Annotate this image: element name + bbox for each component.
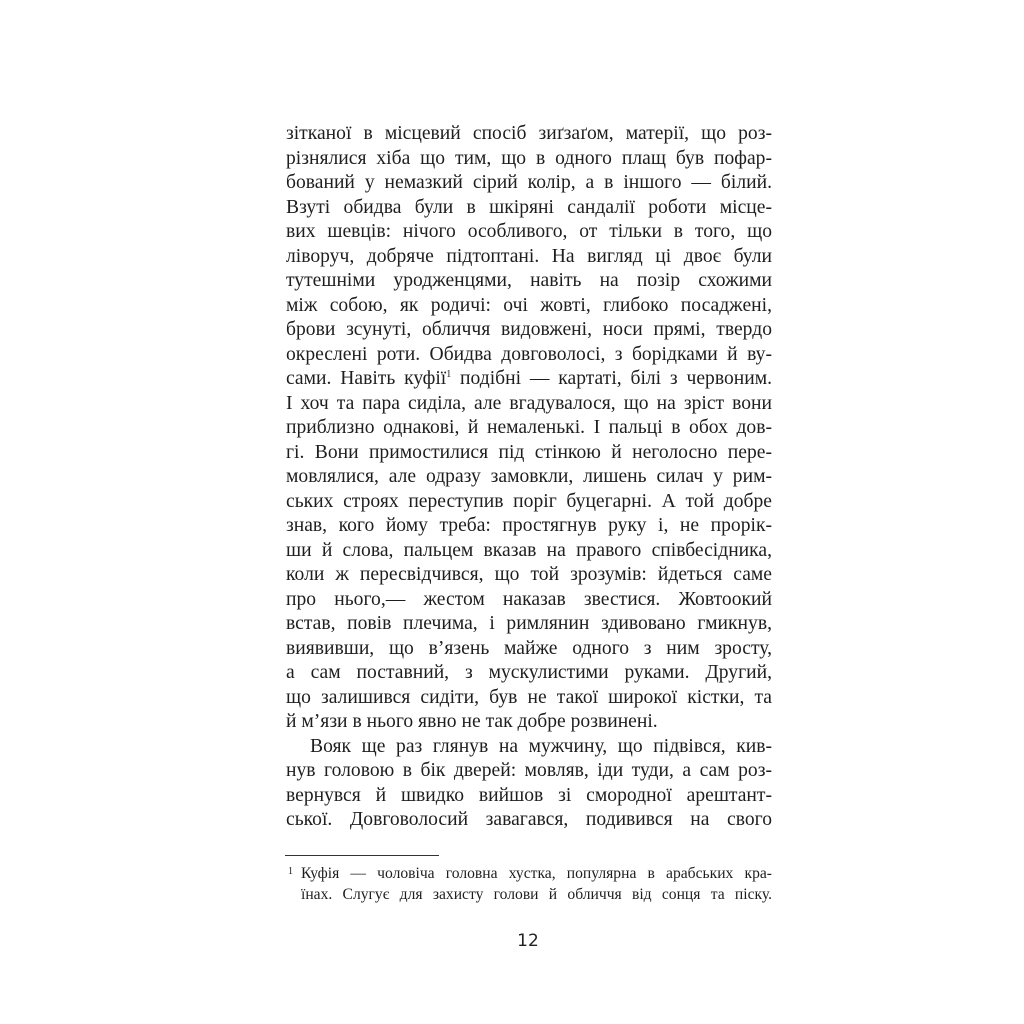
- text-line: брови зсунуті, обличчя видовжені, носи прямі, твердо: [286, 319, 772, 340]
- text-line-with-footnote-ref: [286, 367, 772, 392]
- footnote-line: Куфія — чоловіча головна хустка, популярна в арабських кра-: [301, 865, 772, 882]
- footnote-line: їнах. Слугує для захисту голови й обличчя від сонця та піску.: [301, 886, 772, 903]
- text-line: різнялися хіба що тим, що в одного плащ був пофар-: [286, 147, 772, 169]
- text-line: ліворуч, добряче підтоптані. На вигляд ці двоє були: [286, 245, 772, 267]
- footnote-mark: 1: [288, 866, 293, 877]
- text-line: вих шевців: нічого особливого, от тільки в того, що: [286, 221, 772, 242]
- body-text: [286, 122, 772, 833]
- text-line: ської. Довговолосий завагався, подивився на свого: [286, 809, 772, 830]
- text-line: мовлялися, але одразу замовкли, лишень силач у рим-: [286, 466, 772, 487]
- text-line: приблизно однакові, й немаленькі. І пальці в обох дов-: [286, 417, 772, 438]
- text-line: між собою, як родичі: очі жовті, глибоко посаджені,: [286, 294, 772, 316]
- text-segment: подібні — картаті, білі з червоним.: [451, 368, 773, 389]
- text-segment: сами. Навіть куфії: [286, 368, 447, 389]
- text-line: й м’язи в нього явно не так добре розвинені.: [286, 711, 658, 732]
- text-line: бований у немазкий сірий колір, а в іншого — білий.: [286, 172, 772, 193]
- page-number: 12: [517, 931, 539, 951]
- text-line: І хоч та пара сиділа, але вгадувалося, що на зріст вони: [286, 392, 772, 414]
- footnote: [286, 863, 772, 905]
- text-line: тутешніми уродженцями, навіть на позір схожими: [286, 270, 772, 291]
- text-line: гі. Вони примостилися під стінкою й неголосно пере-: [286, 441, 772, 463]
- footnote-reference[interactable]: 1: [446, 369, 452, 380]
- text-line: що залишився сидіти, був не такої широкої кістки, та: [286, 686, 772, 708]
- text-line: коли ж пересвідчився, що той зрозумів: йдеться саме: [286, 564, 772, 585]
- text-line: зітканої в місцевий спосіб зиґзаґом, матерії, що роз-: [286, 123, 772, 144]
- text-line: про нього,— жестом наказав звестися. Жовтоокий: [286, 588, 772, 610]
- text-line: вернувся й швидко вийшов зі смородної арештант-: [286, 784, 772, 806]
- text-line: ши й слова, пальцем вказав на правого співбесідника,: [286, 539, 772, 561]
- text-line: виявивши, що в’язень майже одного з ним зросту,: [286, 637, 772, 659]
- text-line: ських строях переступив поріг буцегарні. А той добре: [286, 490, 772, 512]
- text-line: встав, повів плечима, і римлянин здивовано гмикнув,: [286, 613, 772, 634]
- text-line: нув головою в бік дверей: мовляв, іди туди, а сам роз-: [286, 760, 772, 781]
- text-line: окреслені роти. Обидва довговолосі, з борідками й ву-: [286, 343, 772, 365]
- text-line: а сам поставний, з мускулистими руками. Другий,: [286, 662, 772, 683]
- paragraph-start-line: Вояк ще раз глянув на мужчину, що підвівся, кив-: [310, 735, 772, 757]
- text-line: Взуті обидва були в шкіряні сандалії роботи місце-: [286, 196, 772, 218]
- text-line: знав, кого йому треба: простягнув руку і, не прорік-: [286, 515, 772, 536]
- footnote-divider: [285, 855, 439, 856]
